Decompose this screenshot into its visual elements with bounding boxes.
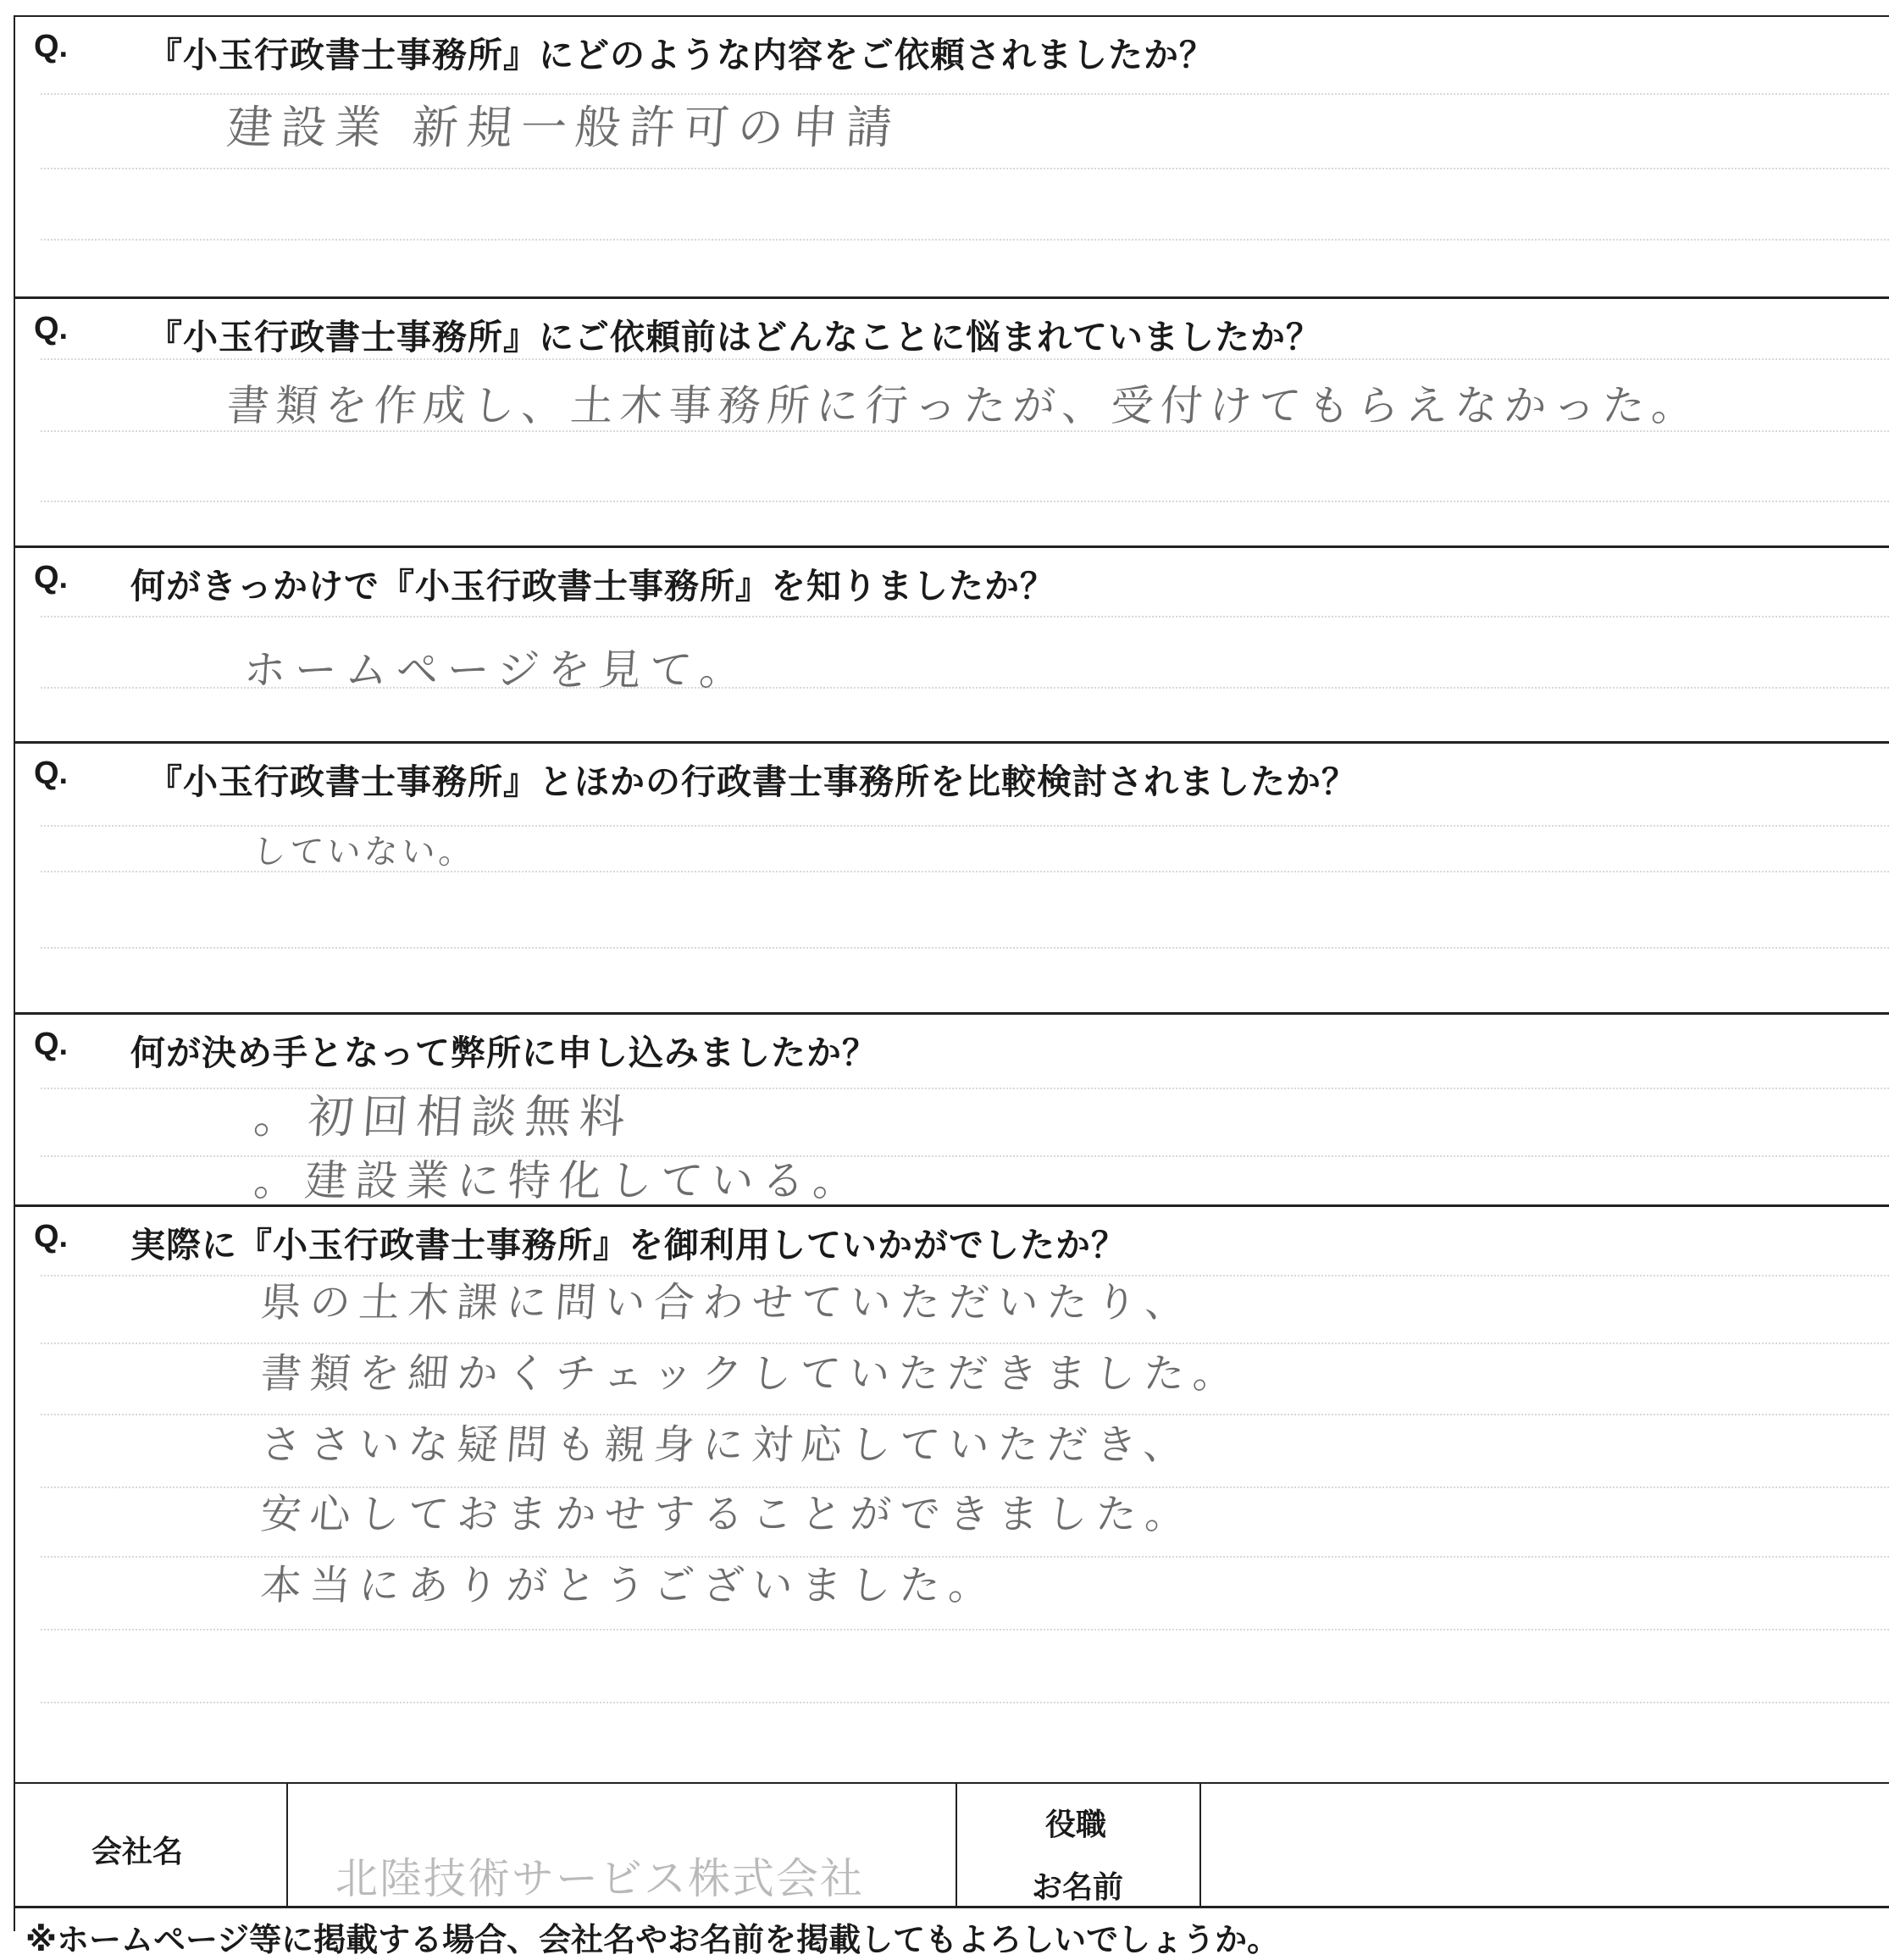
question-marker: Q.: [34, 756, 69, 791]
handwritten-answer: 県の土木課に問い合わせていただいたり、: [258, 1279, 1196, 1326]
respondent-table: [15, 1782, 1889, 1906]
question-marker: Q.: [34, 1027, 69, 1062]
handwritten-answer: ささいな疑問も親身に対応していただき、: [258, 1421, 1194, 1469]
question-section-6: [15, 1207, 1889, 1784]
ruled-line: [41, 1702, 1889, 1703]
ruled-line: [41, 501, 1889, 502]
publication-consent-note: [15, 1906, 1889, 1958]
handwritten-answer: ホームページを見て。: [241, 645, 752, 695]
handwritten-answer: していない。: [251, 833, 478, 872]
question-marker: Q.: [34, 311, 69, 346]
question-marker: Q.: [34, 560, 69, 595]
handwritten-answer: 書類を作成し、土木事務所に行ったが、受付けてもらえなかった。: [224, 381, 1703, 430]
ruled-line: [41, 947, 1889, 949]
name-label: お名前: [1032, 1870, 1124, 1905]
table-divider: [1199, 1784, 1201, 1906]
company-label: 会社名: [91, 1835, 184, 1869]
question-text: 何がきっかけで『小玉行政書士事務所』を知りましたか？: [130, 566, 1055, 606]
handwritten-answer: 本当にありがとうございました。: [258, 1562, 1000, 1609]
question-section-5: [15, 1015, 1889, 1207]
question-text: 何が決め手となって弊所に申し込みましたか？: [130, 1033, 878, 1073]
handwritten-answer: 。初回相談無料: [252, 1090, 635, 1143]
consent-note-text: ※ホームページ等に掲載する場合、会社名やお名前を掲載してもよろしいでしょうか。: [25, 1921, 1280, 1958]
ruled-line: [41, 1629, 1889, 1631]
ruled-line: [41, 358, 1889, 360]
question-text: 『小玉行政書士事務所』にどのような内容をご依頼されましたか？: [147, 35, 1215, 75]
handwritten-answer: 書類を細かくチェックしていただきました。: [258, 1350, 1244, 1398]
question-text: 実際に『小玉行政書士事務所』を御利用していかがでしたか？: [130, 1225, 1127, 1265]
handwritten-answer: 安心しておまかせすることができました。: [258, 1491, 1196, 1538]
ruled-line: [41, 239, 1889, 241]
question-marker: Q.: [34, 29, 69, 64]
question-section-2: [15, 299, 1889, 548]
question-section-1: [15, 17, 1889, 299]
handwritten-answer: 。建設業に特化している。: [252, 1156, 866, 1205]
table-divider: [956, 1784, 957, 1906]
question-section-4: [15, 744, 1889, 1015]
handwritten-answer: 建設業 新規一般許可の申請: [224, 101, 903, 154]
ruled-line: [41, 616, 1889, 617]
question-text: 『小玉行政書士事務所』にご依頼前はどんなことに悩まれていましたか？: [147, 317, 1321, 357]
position-label: 役職: [1045, 1808, 1107, 1842]
company-name-stamp: 北陸技術サービス株式会社: [335, 1854, 864, 1903]
ruled-line: [41, 168, 1889, 169]
question-marker: Q.: [34, 1219, 69, 1254]
question-text: 『小玉行政書士事務所』とほかの行政書士事務所を比較検討されましたか？: [147, 761, 1357, 802]
question-section-3: [15, 548, 1889, 744]
table-divider: [286, 1784, 288, 1906]
